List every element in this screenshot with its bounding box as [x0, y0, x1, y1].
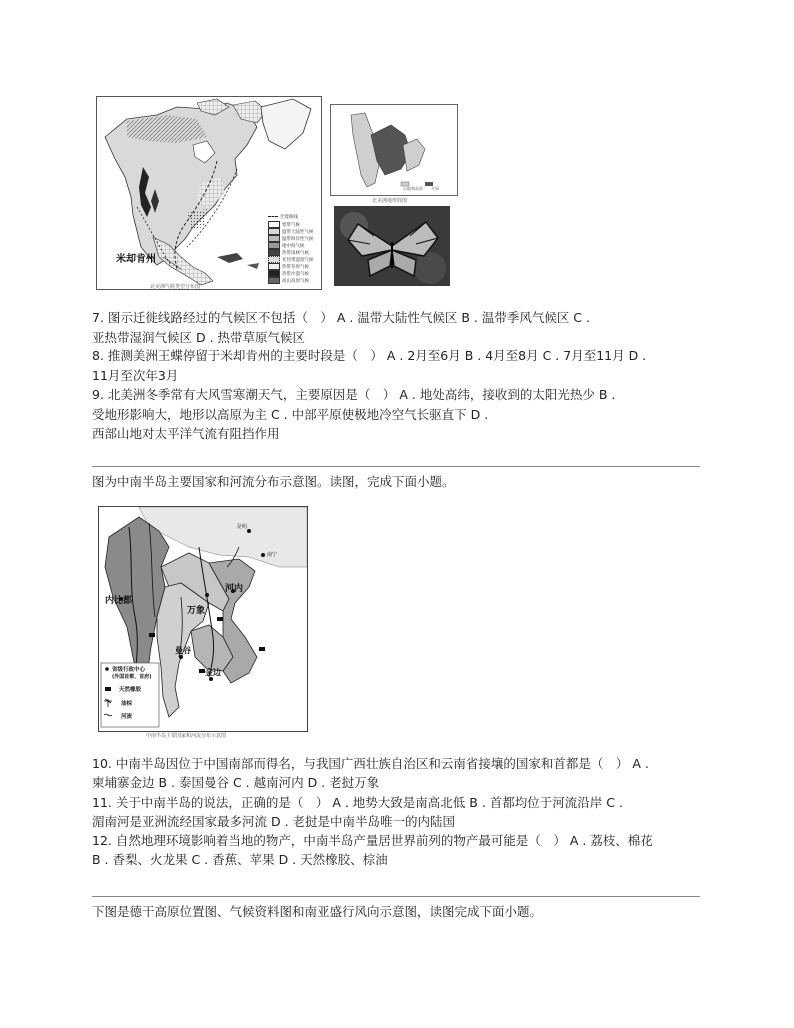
legend-oil-palm: 油棕: [121, 701, 133, 707]
question-12-line2: B . 香梨、火龙果 C . 香蕉、苹果 D . 天然橡胶、棕油: [92, 852, 388, 867]
indochina-caption: 中南半岛主要国家和河流分布示意图: [146, 733, 227, 739]
legend-row: 高山高原气候: [268, 277, 309, 284]
legend-row: 热带草原气候: [268, 263, 309, 270]
label-nanning: 南宁: [267, 552, 278, 558]
question-9-line1: 9. 北美洲冬季常有大风雪寒潮天气，主要原因是（ ） A . 地处高纬，接收到的太阳光热少 B .: [92, 387, 616, 402]
relief-legend-plain: 平原: [431, 186, 439, 191]
label-bangkok: 曼谷: [175, 646, 191, 655]
butterfly-graphic: [334, 206, 450, 286]
section-divider: [92, 466, 700, 467]
question-8-line2: 11月至次年3月: [92, 368, 179, 383]
legend-row: 迁徙路线: [268, 214, 298, 220]
label-naypyidaw: 内比都: [105, 596, 133, 606]
indochina-map: [98, 506, 308, 732]
section-intro-deccan: 下图是德干高原位置图、气候资料图和南亚盛行风向示意图，读图完成下面小题。: [92, 904, 543, 919]
question-8-line1: 8. 推测美洲王蝶停留于米却肯州的主要时段是（ ） A . 2月至6月 B . 4月至8月 C . 7月至11月 D .: [92, 348, 647, 363]
legend-row: 热带沙漠气候: [268, 270, 309, 277]
indochina-map-graphic: [99, 507, 307, 731]
relief-caption: 北美洲地形简图: [372, 198, 408, 204]
question-7-line1: 7. 图示迁徙线路经过的气候区不包括（ ） A . 温带大陆性气候区 B . 温带季风气候区 C .: [92, 310, 590, 325]
legend-row: 温带海洋性气候: [268, 235, 314, 242]
relief-legend-mountain: 山地和高原: [403, 186, 423, 191]
question-11-line2: 湄南河是亚洲流经国家最多河流 D . 老挝是中南半岛唯一的内陆国: [92, 814, 456, 829]
na-relief-map: [330, 104, 458, 196]
question-11-line1: 11. 关于中南半岛的说法，正确的是（ ） A . 地势大致是南高北低 B . 首都均位于河流沿岸 C .: [92, 795, 623, 810]
label-vientiane: 万象: [187, 606, 206, 616]
na-climate-caption: 北美洲气候类型分布图: [150, 284, 201, 290]
question-9-line3: 西部山地对太平洋气流有阻挡作用: [92, 426, 280, 441]
michoacan-label: 米却肯州: [116, 254, 156, 265]
label-kunming: 昆明: [237, 524, 248, 530]
legend-row: 地中海气候: [268, 242, 305, 249]
relief-map-graphic: [331, 105, 457, 195]
section-intro-indochina: 图为中南半岛主要国家和河流分布示意图。读图，完成下面小题。: [92, 474, 455, 489]
question-12-line1: 12. 自然地理环境影响着当地的物产，中南半岛产量居世界前列的物产最可能是（ ） A . 荔枝、棉花: [92, 833, 653, 848]
section-divider: [92, 896, 700, 897]
label-hanoi: 河内: [225, 584, 244, 594]
legend-rubber: 天然橡胶: [119, 687, 142, 693]
legend-river: 河流: [121, 714, 133, 720]
question-7-line2: 亚热带湿润气候区 D . 热带草原气候区: [92, 330, 306, 345]
legend-row: 热带雨林气候: [268, 249, 309, 256]
question-9-line2: 受地形影响大，地形以高原为主 C . 中部平原使极地冷空气长驱直下 D .: [92, 407, 489, 422]
question-10-line1: 10. 中南半岛因位于中国南部而得名，与我国广西壮族自治区和云南省接壤的国家和首都是（ ） A .: [92, 756, 649, 771]
monarch-butterfly-photo: [334, 206, 450, 286]
legend-capital: 省级行政中心: [112, 667, 146, 673]
legend-capital-note: (外国首都、首府): [112, 674, 152, 680]
legend-row: 温带大陆性气候: [268, 228, 314, 235]
label-phnompenh: 金边: [205, 668, 221, 677]
legend-row: 亚热带湿润气候: [268, 256, 314, 263]
legend-row: 寒带气候: [268, 221, 300, 228]
question-10-line2: 柬埔寨金边 B . 泰国曼谷 C . 越南河内 D . 老挝万象: [92, 775, 380, 790]
